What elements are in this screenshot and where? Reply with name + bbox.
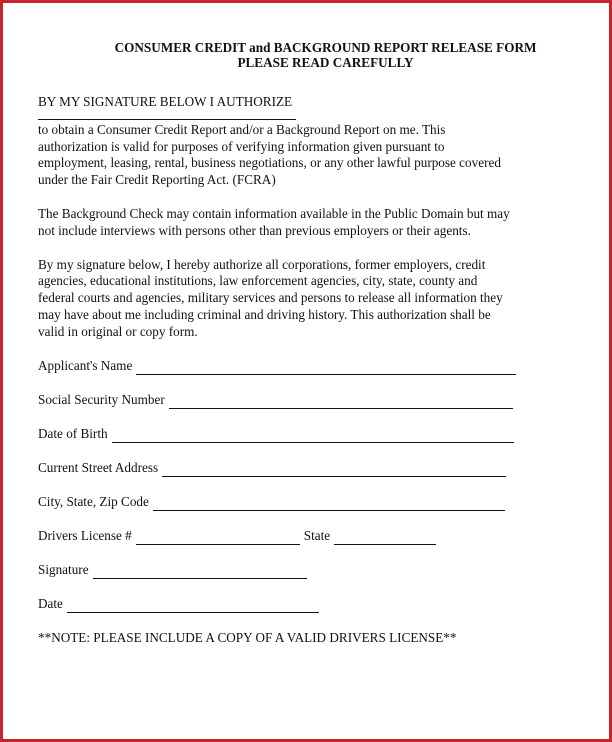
license-row	[38, 528, 583, 545]
paragraph-line: By my signature below, I hereby authorize all corporations, former employers, credit	[38, 256, 486, 272]
city-state-zip-field[interactable]	[153, 497, 505, 511]
dob-row	[38, 426, 583, 443]
authorize-heading: BY MY SIGNATURE BELOW I AUTHORIZE	[38, 94, 293, 109]
street-label: Current Street Address	[38, 459, 159, 475]
state-field[interactable]	[334, 531, 436, 545]
paragraph-line: not include interviews with persons other than previous employers or their agents.	[38, 222, 471, 238]
paragraph-line: agencies, educational institutions, law enforcement agencies, city, state, county and	[38, 273, 478, 289]
release-form	[38, 40, 583, 646]
state-label: State	[303, 527, 331, 543]
street-row	[38, 460, 583, 477]
paragraph-line: under the Fair Credit Reporting Act. (FCRA)	[38, 172, 276, 188]
paragraph-line: The Background Check may contain information available in the Public Domain but may	[38, 205, 510, 221]
form-title	[38, 40, 583, 70]
date-row	[38, 596, 583, 613]
city-state-zip-label: City, State, Zip Code	[38, 493, 149, 509]
paragraph-background-check	[38, 206, 583, 240]
applicant-name-label: Applicant's Name	[38, 357, 133, 373]
city-state-zip-row	[38, 494, 583, 511]
license-label: Drivers License #	[38, 527, 132, 543]
signature-row	[38, 562, 583, 579]
license-field[interactable]	[136, 531, 300, 545]
form-fields	[38, 358, 583, 613]
paragraph-release	[38, 257, 583, 341]
ssn-field[interactable]	[169, 395, 513, 409]
date-field[interactable]	[67, 599, 319, 613]
paragraph-line: to obtain a Consumer Credit Report and/or a Background Report on me. This	[38, 121, 446, 137]
signature-label: Signature	[38, 561, 89, 577]
signature-field[interactable]	[93, 565, 307, 579]
ssn-row	[38, 392, 583, 409]
date-label: Date	[38, 595, 63, 611]
drivers-license-note: **NOTE: PLEASE INCLUDE A COPY OF A VALID DRIVERS LICENSE**	[38, 629, 457, 645]
paragraph-line: authorization is valid for purposes of verifying information given pursuant to	[38, 138, 445, 154]
title-line-1: CONSUMER CREDIT and BACKGROUND REPORT RELEASE FORM	[114, 40, 537, 55]
authorized-party-blank[interactable]	[38, 119, 296, 120]
paragraph-line: employment, leasing, rental, business negotiations, or any other lawful purpose covered	[38, 155, 501, 171]
paragraph-line: may have about me including criminal and driving history. This authorization shall be	[38, 306, 491, 322]
paragraph-line: valid in original or copy form.	[38, 323, 198, 339]
title-line-2: PLEASE READ CAREFULLY	[237, 55, 414, 70]
applicant-name-field[interactable]	[136, 361, 516, 375]
ssn-label: Social Security Number	[38, 391, 165, 407]
applicant-name-row	[38, 358, 583, 375]
paragraph-authorization	[38, 122, 583, 189]
dob-label: Date of Birth	[38, 425, 108, 441]
street-field[interactable]	[162, 463, 506, 477]
dob-field[interactable]	[112, 429, 514, 443]
paragraph-line: federal courts and agencies, military services and persons to release all information they	[38, 290, 503, 306]
